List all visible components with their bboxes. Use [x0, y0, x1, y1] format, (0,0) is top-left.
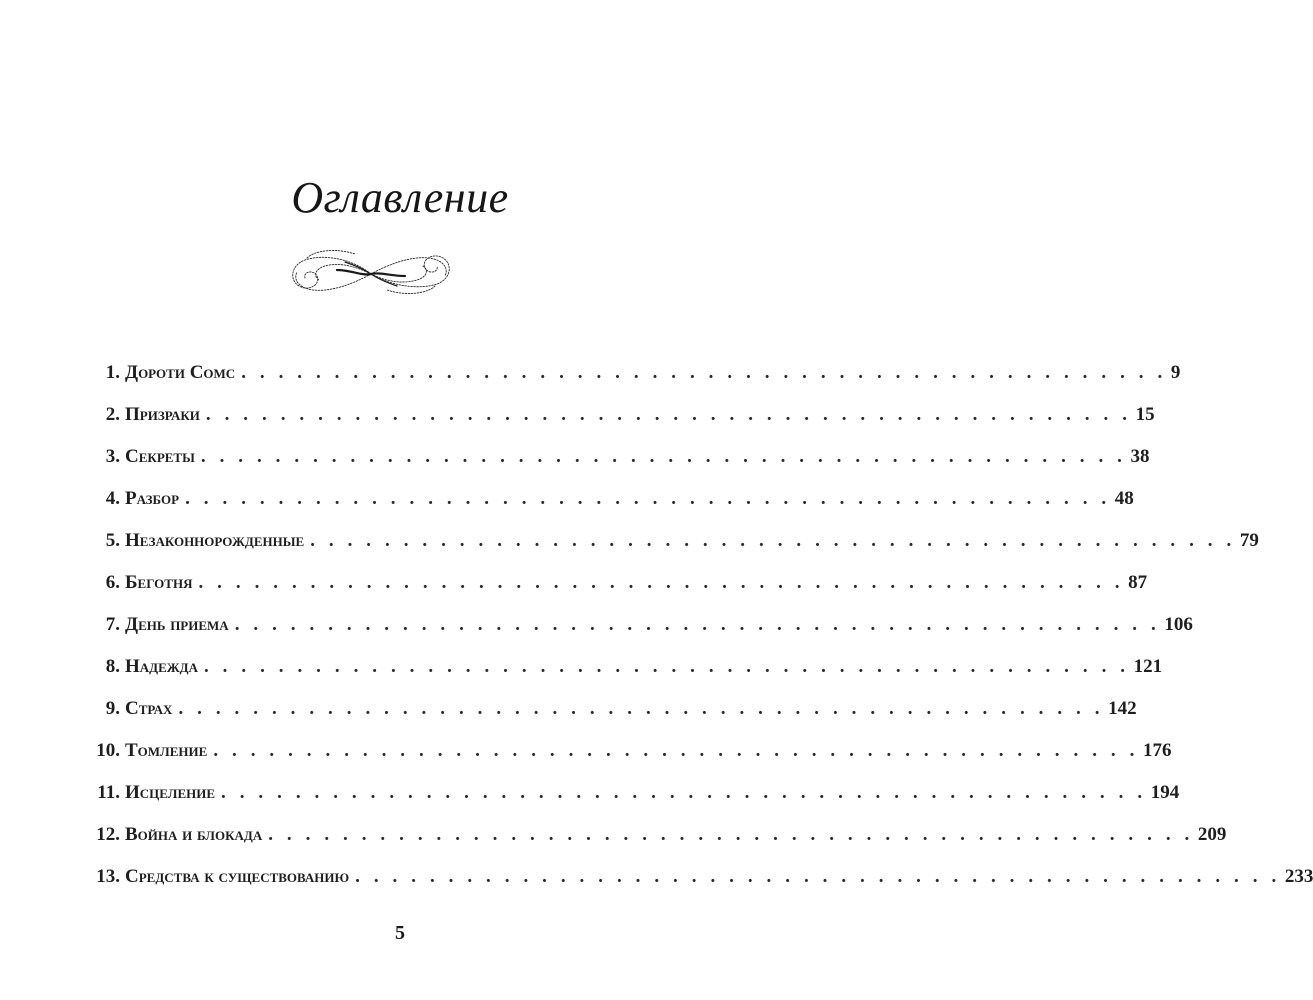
toc-entry-2: [80, 404, 1155, 446]
dot-leader: . . . . . . . . . . . . . . . . . . . . . . . . . . . . . . . . . . . . . . . . . . . . . . . . . .: [200, 446, 1127, 467]
toc-entry-title: Война и блокада: [125, 824, 263, 845]
toc-entry-title: День приема: [125, 614, 229, 635]
table-of-contents: [80, 362, 1313, 908]
toc-entry-number: 13.: [96, 866, 120, 887]
toc-entry-page: 9: [1170, 362, 1181, 383]
toc-entry-page: 15: [1135, 404, 1155, 425]
toc-entry-number: 6.: [105, 572, 120, 593]
toc-entry-6: [80, 572, 1148, 614]
dot-leader: . . . . . . . . . . . . . . . . . . . . . . . . . . . . . . . . . . . . . . . . . . . . . . . . . .: [234, 614, 1161, 635]
toc-entry-title: Страх: [125, 698, 173, 719]
toc-entry-page: 209: [1197, 824, 1227, 845]
toc-entry-page: 79: [1239, 530, 1259, 551]
page-title: Оглавление: [291, 173, 509, 222]
toc-entry-page: 38: [1130, 446, 1150, 467]
toc-entry-number: 8.: [105, 656, 120, 677]
toc-entry-title: Средства к существованию: [125, 866, 350, 887]
toc-entry-4: [80, 488, 1134, 530]
toc-entry-title: Исцеление: [125, 782, 216, 803]
toc-entry-page: 48: [1114, 488, 1134, 509]
toc-entry-number: 2.: [105, 404, 120, 425]
dot-leader: . . . . . . . . . . . . . . . . . . . . . . . . . . . . . . . . . . . . . . . . . . . . . . . . . .: [185, 488, 1111, 509]
toc-entry-title: Надежда: [125, 656, 198, 677]
toc-entry-9: [80, 698, 1137, 740]
toc-entry-page: 106: [1164, 614, 1193, 635]
toc-entry-1: [80, 362, 1181, 404]
toc-entry-page: 87: [1128, 572, 1148, 593]
dot-leader: . . . . . . . . . . . . . . . . . . . . . . . . . . . . . . . . . . . . . . . . . . . . . . . . . .: [241, 362, 1167, 383]
toc-entry-title: Незаконнорожденные: [125, 530, 305, 551]
toc-entry-number: 12.: [96, 824, 120, 845]
toc-entry-11: [80, 782, 1180, 824]
dot-leader: . . . . . . . . . . . . . . . . . . . . . . . . . . . . . . . . . . . . . . . . . . . . . . . . . .: [198, 572, 1125, 593]
toc-entry-title: Разбор: [125, 488, 180, 509]
dot-leader: . . . . . . . . . . . . . . . . . . . . . . . . . . . . . . . . . . . . . . . . . . . . . . . . . .: [203, 656, 1130, 677]
dot-leader: . . . . . . . . . . . . . . . . . . . . . . . . . . . . . . . . . . . . . . . . . . . . . . . . . .: [178, 698, 1105, 719]
toc-entry-number: 4.: [105, 488, 120, 509]
toc-entry-8: [80, 656, 1163, 698]
toc-entry-page: 142: [1108, 698, 1137, 719]
toc-entry-number: 3.: [105, 446, 120, 467]
toc-entry-page: 194: [1150, 782, 1180, 803]
toc-entry-page: 233: [1284, 866, 1313, 887]
toc-entry-title: Призраки: [125, 404, 200, 425]
toc-entry-number: 1.: [105, 362, 120, 383]
toc-entry-number: 5.: [105, 530, 120, 551]
dot-leader: . . . . . . . . . . . . . . . . . . . . . . . . . . . . . . . . . . . . . . . . . . . . . . . . . .: [213, 740, 1139, 761]
page-number: 5: [395, 922, 405, 944]
dot-leader: . . . . . . . . . . . . . . . . . . . . . . . . . . . . . . . . . . . . . . . . . . . . . . . . . .: [205, 404, 1132, 425]
toc-entry-13: [80, 866, 1313, 908]
toc-entry-title: Томление: [125, 740, 208, 761]
flourish-ornament-icon: [285, 240, 457, 306]
dot-leader: . . . . . . . . . . . . . . . . . . . . . . . . . . . . . . . . . . . . . . . . . . . . . . . . . .: [355, 866, 1281, 887]
toc-entry-title: Дороти Сомс: [125, 362, 236, 383]
dot-leader: . . . . . . . . . . . . . . . . . . . . . . . . . . . . . . . . . . . . . . . . . . . . . . . . . .: [221, 782, 1147, 803]
toc-entry-page: 176: [1142, 740, 1172, 761]
toc-entry-10: [80, 740, 1172, 782]
toc-entry-7: [80, 614, 1193, 656]
toc-entry-number: 10.: [96, 740, 120, 761]
toc-entry-5: [80, 530, 1259, 572]
toc-entry-3: [80, 446, 1150, 488]
toc-entry-number: 7.: [105, 614, 120, 635]
toc-entry-page: 121: [1133, 656, 1163, 677]
toc-entry-number: 11.: [97, 782, 120, 803]
toc-entry-12: [80, 824, 1227, 866]
toc-entry-number: 9.: [105, 698, 120, 719]
dot-leader: . . . . . . . . . . . . . . . . . . . . . . . . . . . . . . . . . . . . . . . . . . . . . . . . . .: [310, 530, 1236, 551]
toc-entry-title: Беготня: [125, 572, 193, 593]
toc-entry-title: Секреты: [125, 446, 195, 467]
dot-leader: . . . . . . . . . . . . . . . . . . . . . . . . . . . . . . . . . . . . . . . . . . . . . . . . . .: [268, 824, 1194, 845]
